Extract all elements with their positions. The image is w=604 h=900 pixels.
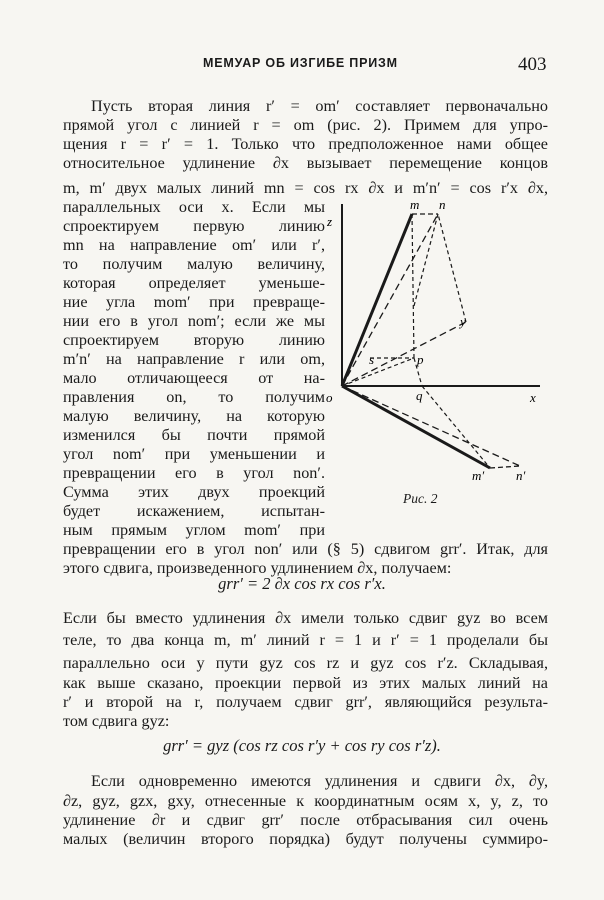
text-line: прямой угол с линией r = om (рис. 2). Примем для упро- [63, 116, 548, 134]
text-line: угол nom′ при уменьшении и [63, 445, 325, 463]
text-line: Если бы вместо удлинения ∂x имели только сдвиг gyz во всем [63, 609, 548, 627]
projection-n-p [414, 214, 438, 306]
text-line: параллельно оси y пути gyz cos rz и gyz cos r′z. Складывая, [63, 654, 548, 672]
label-n-top: n [439, 197, 446, 212]
text-line: как выше сказано, проекции первой из этих малых линий на [63, 674, 548, 692]
label-p: p [417, 352, 424, 367]
text-line: m′n′ на направление r или om, [63, 350, 325, 368]
projection-y-n [438, 214, 466, 322]
text-line: будет искажением, испытан- [63, 502, 325, 520]
text-line: теле, то два конца m, m′ линий r = 1 и r′ = 1 проделали бы [63, 631, 548, 649]
line-om [342, 214, 412, 386]
formula-2: grr′ = gyz (cos rz cos r′y + cos ry cos r′z). [163, 736, 441, 755]
text-line: мало отличающееся от на- [63, 369, 325, 387]
formula-1: grr′ = 2 ∂x cos rx cos r′x. [218, 574, 386, 593]
text-line: ным прямым углом mom′ при [63, 521, 325, 539]
text-line: Пусть вторая линия r′ = om′ составляет первоначально [91, 97, 548, 115]
label-s: s [369, 352, 375, 367]
text-line: щения r = r′ = 1. Только что предположенное нами общее [63, 135, 548, 153]
text-line: относительное удлинение ∂x вызывает перемещение концов [63, 154, 548, 172]
text-line: нии его в угол nom′; если же мы [63, 312, 325, 330]
text-line: m, m′ двух малых линий mn = cos rx ∂x и m′n′ = cos r′x ∂x, [63, 179, 548, 197]
projection-m-p [412, 214, 414, 358]
text-line: спроектируем первую линию [63, 217, 325, 235]
text-line: ние угла mom′ при превраще- [63, 293, 325, 311]
figure-2-diagram [318, 196, 558, 496]
text-line: Сумма этих двух проекций [63, 483, 325, 501]
figure-2 [318, 196, 558, 496]
text-line: r′ и второй на r, получаем сдвиг grr′, являющийся результа- [63, 693, 548, 711]
text-line: Если одновременно имеются удлинения и сдвиги ∂x, ∂y, [91, 772, 548, 790]
label-n-prime: n′ [516, 468, 526, 483]
text-line: удлинение ∂r и сдвиг grr′ после отбрасывания сил очень [63, 811, 548, 829]
text-line: малую величину, на которую [63, 407, 325, 425]
text-line: том сдвига gyz: [63, 712, 170, 730]
text-line: которая определяет уменьше- [63, 274, 325, 292]
text-line: превращении его в угол non′ или (§ 5) сдвигом grr′. Итак, для [63, 540, 548, 558]
label-m-prime: m′ [472, 468, 485, 483]
text-line: изменился бы почти прямой [63, 426, 325, 444]
figure-caption: Рис. 2 [403, 491, 438, 506]
text-line: превращении его в угол non′. [63, 464, 325, 482]
label-x: x [530, 390, 536, 405]
text-line: спроектируем вторую линию [63, 331, 325, 349]
label-o: o [326, 390, 333, 405]
text-line: этого сдвига, произведенного удлинением ∂x, получаем: [63, 559, 452, 577]
line-on [342, 214, 438, 386]
text-line: mn на направление om′ или r′, [63, 236, 325, 254]
text-line: параллельных оси x. Если мы [63, 198, 325, 216]
running-title: МЕМУАР ОБ ИЗГИБЕ ПРИЗМ [203, 56, 398, 70]
label-y: y [460, 314, 466, 329]
label-m-top: m [410, 197, 420, 212]
page-number: 403 [518, 54, 547, 75]
label-q: q [416, 388, 423, 403]
text-line: то получим малую величину, [63, 255, 325, 273]
line-on-prime [342, 386, 520, 466]
text-line: малых (величин второго порядка) будут получены суммиро- [63, 830, 548, 848]
text-line: ∂z, gyz, gzx, gxy, отнесенные к координатным осям x, y, z, то [63, 792, 548, 810]
text-line: правления on, то получим [63, 388, 325, 406]
label-z: z [327, 214, 333, 229]
